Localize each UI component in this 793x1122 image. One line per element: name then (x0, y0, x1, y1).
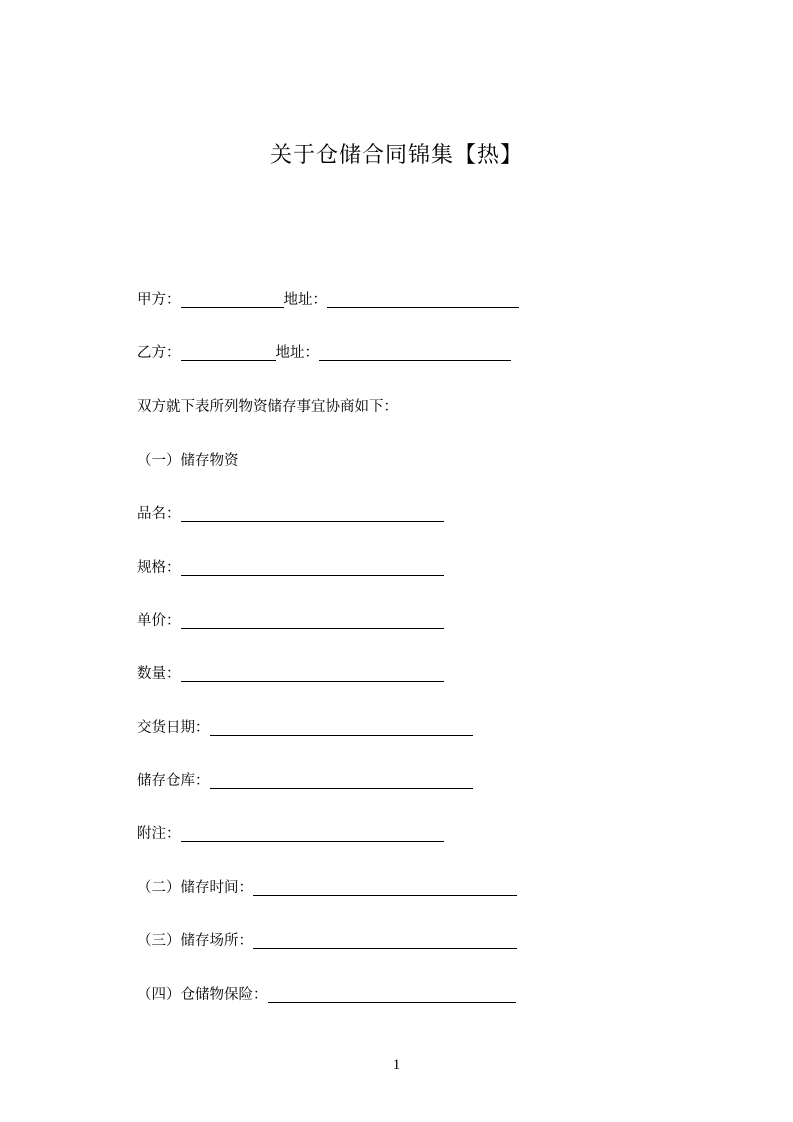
product-name-line (137, 502, 444, 526)
section-3-line (137, 929, 517, 953)
product-name-blank (181, 503, 444, 522)
remarks-blank (181, 823, 444, 842)
party-a-address-blank (327, 289, 519, 308)
specification-label: 规格： (137, 560, 181, 576)
party-b-label: 乙方： (137, 345, 181, 361)
quantity-line (137, 662, 444, 686)
specification-line (137, 556, 444, 580)
page-title: 关于仓储合同锦集【热】 (269, 143, 523, 168)
party-a-name-blank (181, 289, 284, 308)
storage-warehouse-label: 储存仓库： (137, 773, 210, 789)
section-2-label: （二）储存时间： (137, 880, 253, 896)
party-a-line (137, 288, 519, 312)
delivery-date-label: 交货日期： (137, 720, 210, 736)
delivery-date-line (137, 716, 473, 740)
storage-warehouse-blank (210, 770, 473, 789)
party-a-label: 甲方： (137, 292, 181, 308)
delivery-date-blank (210, 717, 473, 736)
section-4-label: （四）仓储物保险： (137, 987, 268, 1003)
party-b-address-label: 地址： (275, 345, 319, 361)
party-b-line (137, 341, 511, 365)
page-number: 1 (392, 1057, 401, 1073)
insurance-blank (268, 984, 516, 1003)
remarks-line (137, 822, 444, 846)
section-1-heading (137, 449, 239, 473)
storage-time-blank (253, 877, 517, 896)
intro-paragraph (137, 395, 398, 419)
storage-warehouse-line (137, 769, 473, 793)
specification-blank (181, 557, 444, 576)
unit-price-label: 单价： (137, 613, 181, 629)
storage-location-blank (253, 930, 517, 949)
section-1-heading-text: （一）储存物资 (137, 453, 239, 469)
party-b-name-blank (181, 342, 276, 361)
intro-text: 双方就下表所列物资储存事宜协商如下： (137, 399, 398, 415)
unit-price-line (137, 609, 444, 633)
quantity-blank (181, 663, 444, 682)
product-name-label: 品名： (137, 506, 181, 522)
remarks-label: 附注： (137, 826, 181, 842)
party-a-address-label: 地址： (283, 292, 327, 308)
quantity-label: 数量： (137, 666, 181, 682)
section-4-line (137, 983, 516, 1007)
party-b-address-blank (319, 342, 511, 361)
section-2-line (137, 876, 517, 900)
section-3-label: （三）储存场所： (137, 933, 253, 949)
unit-price-blank (181, 610, 444, 629)
